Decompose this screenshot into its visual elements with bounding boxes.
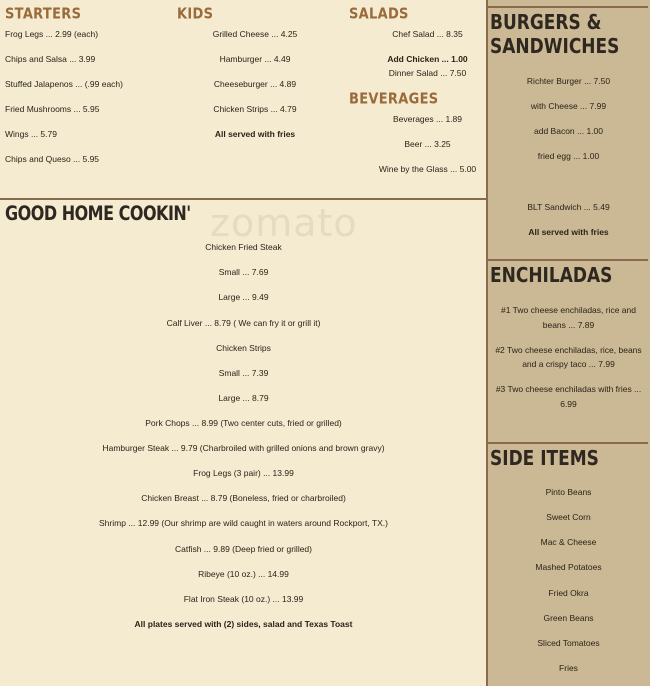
starters-item: Wings ... 5.79 — [5, 129, 57, 139]
home-item: Chicken Breast ... 8.79 (Boneless, fried or charbroiled) — [141, 493, 346, 503]
enchiladas-item-line2: and a crispy taco ... 7.99 — [522, 359, 615, 369]
sides-item: Mashed Potatoes — [535, 562, 602, 572]
salads-item: Dinner Salad ... 7.50 — [388, 68, 467, 78]
section-divider — [0, 198, 487, 200]
beverages-item: Wine by the Glass ... 5.00 — [378, 164, 477, 174]
sides-item: Pinto Beans — [545, 487, 592, 497]
starters-heading: STARTERS — [5, 6, 82, 24]
home-item: Flat Iron Steak (10 oz.) ... 13.99 — [183, 594, 304, 604]
starters-item: Chips and Salsa ... 3.99 — [5, 54, 96, 64]
burgers-note: All served with fries — [528, 227, 609, 237]
sides-item: Sweet Corn — [546, 512, 591, 522]
enchiladas-item-line1: #1 Two cheese enchiladas, rice and — [501, 305, 636, 315]
kids-heading: KIDS — [177, 6, 214, 24]
burgers-item: fried egg ... 1.00 — [537, 151, 600, 161]
home-item: Small ... 7.69 — [218, 267, 269, 277]
enchiladas-item-line1: #2 Two cheese enchiladas, rice, beans — [495, 345, 642, 355]
enchiladas-heading: ENCHILADAS — [490, 264, 613, 289]
enchiladas-item-line2: beans ... 7.89 — [542, 320, 595, 330]
home-item: Hamburger Steak ... 9.79 (Charbroiled with grilled onions and brown gravy) — [102, 443, 385, 453]
burgers-heading-line1: BURGERS & — [490, 11, 602, 36]
burgers-item: add Bacon ... 1.00 — [534, 126, 603, 136]
starters-item: Stuffed Jalapenos ... (.99 each) — [5, 79, 123, 89]
home-item: Ribeye (10 oz.) ... 14.99 — [198, 569, 289, 579]
home-cookin-heading: GOOD HOME COOKIN' — [5, 202, 191, 225]
starters-item: Fried Mushrooms ... 5.95 — [5, 104, 100, 114]
kids-item: Cheeseburger ... 4.89 — [213, 79, 297, 89]
enchiladas-rule — [487, 259, 648, 261]
home-item: Large ... 8.79 — [218, 393, 269, 403]
kids-item: Grilled Cheese ... 4.25 — [212, 29, 298, 39]
beverages-heading: BEVERAGES — [349, 91, 439, 109]
burgers-item: Richter Burger ... 7.50 — [526, 76, 611, 86]
beverages-item: Beverages ... 1.89 — [393, 114, 462, 124]
sides-item: Fried Okra — [548, 588, 589, 598]
home-item: Shrimp ... 12.99 (Our shrimp are wild caught in waters around Rockport, TX.) — [99, 518, 388, 528]
enchiladas-item-line1: #3 Two cheese enchiladas with fries ... — [495, 384, 642, 394]
burgers-item: BLT Sandwich ... 5.49 — [527, 202, 610, 212]
salads-item: Chef Salad ... 8.35 — [392, 29, 463, 39]
home-item: Large ... 9.49 — [218, 292, 269, 302]
home-item: Small ... 7.39 — [218, 368, 269, 378]
home-item: Pork Chops ... 8.99 (Two center cuts, fried or grilled) — [145, 418, 342, 428]
starters-item: Frog Legs ... 2.99 (each) — [5, 29, 99, 39]
home-item: Calf Liver ... 8.79 ( We can fry it or grill it) — [166, 318, 321, 328]
sides-heading: SIDE ITEMS — [490, 447, 599, 472]
kids-item: Hamburger ... 4.49 — [219, 54, 291, 64]
sides-item: Sliced Tomatoes — [537, 638, 600, 648]
home-item: Chicken Fried Steak — [205, 242, 282, 252]
starters-item: Chips and Queso ... 5.95 — [5, 154, 100, 164]
home-item: Chicken Strips — [216, 343, 271, 353]
watermark: zomato — [210, 201, 358, 245]
enchiladas-item-line2: 6.99 — [560, 399, 577, 409]
burgers-heading-line2: SANDWICHES — [490, 35, 620, 60]
burgers-item: with Cheese ... 7.99 — [530, 101, 607, 111]
kids-note: All served with fries — [214, 129, 296, 139]
sides-item: Green Beans — [543, 613, 594, 623]
burgers-rule — [487, 6, 648, 8]
kids-item: Chicken Strips ... 4.79 — [213, 104, 297, 114]
home-note: All plates served with (2) sides, salad and Texas Toast — [134, 619, 353, 629]
home-item: Catfish ... 9.89 (Deep fried or grilled) — [174, 544, 312, 554]
beverages-item: Beer ... 3.25 — [404, 139, 451, 149]
salads-heading: SALADS — [349, 6, 409, 24]
salads-item: Add Chicken ... 1.00 — [387, 54, 468, 64]
sides-item: Fries — [559, 663, 578, 673]
sides-rule — [487, 442, 648, 444]
home-item: Frog Legs (3 pair) ... 13.99 — [193, 468, 294, 478]
sides-item: Mac & Cheese — [540, 537, 597, 547]
